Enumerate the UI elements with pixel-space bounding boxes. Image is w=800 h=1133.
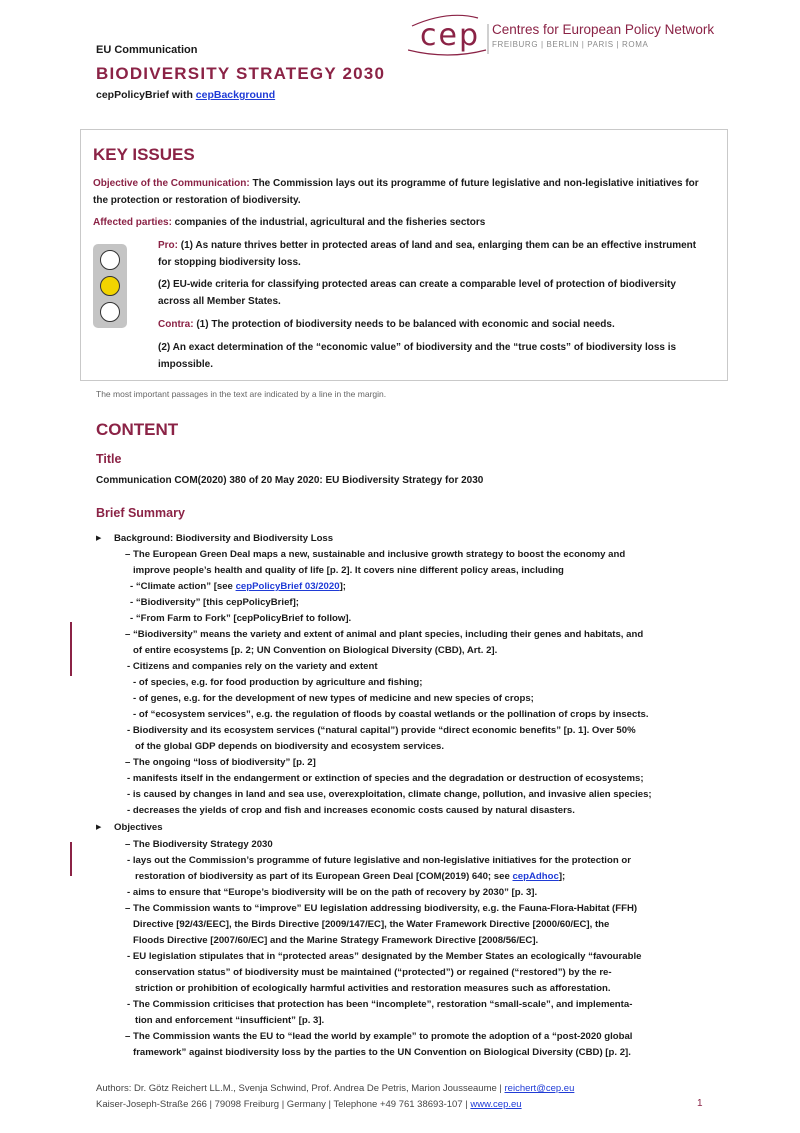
summary-line [127,997,632,1013]
summary-line [125,755,316,771]
summary-line-text: – “Biodiversity” means the variety and extent of animal and plant species, including their genes and habitats, and [125,629,644,640]
summary-line [125,627,643,643]
summary-line [135,981,611,997]
contra-paragraph-1 [158,316,706,333]
footer-address [96,1099,522,1110]
summary-line-text: - is caused by changes in land and sea use, overexploitation, climate change, pollution, and invasive alien species; [127,789,652,800]
reference-link[interactable]: cepAdhoc [512,871,559,882]
summary-line-text: framework” against biodiversity loss by the parties to the UN Convention on Biological Diversity (CBD) [p. 2]. [133,1047,631,1058]
summary-line-text: – The Commission wants the EU to “lead the world by example” to promote the adoption of a “post-2020 global [125,1031,633,1042]
summary-line [135,869,565,885]
summary-line [133,643,497,659]
summary-line-text: - lays out the Commission’s programme of future legislative and non-legislative initiatives for the protection or [127,855,631,866]
website-link[interactable]: www.cep.eu [470,1099,522,1110]
summary-line [130,579,346,595]
pro1-text: (1) As nature thrives better in protected areas of land and sea, enlarging them can be an effective instrument for stopping biodiversity loss. [158,240,697,268]
summary-line [127,885,537,901]
network-name: Centres for European Policy Network [492,22,715,37]
summary-line-text-after: ]; [558,871,566,882]
summary-line-text: tion and enforcement “insufficient” [p. 3]. [135,1015,325,1026]
summary-line [130,595,299,611]
importance-margin-bar [70,622,72,676]
traffic-lamp-top [100,250,120,270]
summary-line [133,1045,631,1061]
address-text: Kaiser-Joseph-Straße 266 | 79098 Freiburg | Germany | Telephone +49 761 38693-107 | [96,1099,471,1110]
summary-section-heading [114,820,163,836]
author-email-link[interactable]: reichert@cep.eu [504,1083,575,1094]
cep-logo-text: cep [420,18,480,53]
summary-line-text: - Biodiversity and its ecosystem services (“natural capital”) provide “direct economic benefits” [p. 1]. Over 50% [127,725,636,736]
summary-line [133,933,538,949]
objective-text: The Commission lays out its programme of future legislative and non-legislative initiatives for the protection or restoration of biodiversity. [93,178,699,206]
margin-note: The most important passages in the text are indicated by a line in the margin. [96,389,387,399]
summary-line [130,611,351,627]
summary-line-text: restoration of biodiversity as part of its European Green Deal [COM(2019) 640; see [135,871,513,882]
summary-line [127,803,575,819]
summary-line-text: – The ongoing “loss of biodiversity” [p. 2] [125,757,316,768]
summary-line-text: Background: Biodiversity and Biodiversity Loss [114,533,334,544]
summary-line-text: - decreases the yields of crop and fish and increases economic costs caused by natural disasters. [127,805,575,816]
objective-label: Objective of the Communication: [93,178,250,189]
document-title: BIODIVERSITY STRATEGY 2030 [96,64,386,83]
content-title: CONTENT [96,420,179,439]
summary-line [133,563,564,579]
summary-line [135,739,444,755]
summary-line-text: - The Commission criticises that protection has been “incomplete”, restoration “small-scale”, and implementa- [127,999,633,1010]
summary-line-text: – The European Green Deal maps a new, sustainable and inclusive growth strategy to boost the economy and [125,549,626,560]
summary-line-text: conservation status” of biodiversity must be maintained (“protected”) or regained (“restored”) by the re- [135,967,612,978]
summary-line-text-after: ]; [339,581,346,592]
page-number: 1 [697,1098,703,1109]
summary-line [133,675,422,691]
key-issues-title: KEY ISSUES [93,145,195,164]
summary-line-text: - of “ecosystem services”, e.g. the regulation of floods by coastal wetlands or the pollination of crops by insects. [133,709,649,720]
brief-type-line [96,89,275,101]
network-cities: FREIBURG | BERLIN | PARIS | ROMA [492,40,649,49]
summary-line-text: improve people’s health and quality of life [p. 2]. It covers nine different policy areas, including [133,565,564,576]
traffic-lamp-bottom [100,302,120,322]
summary-line [127,853,631,869]
brief-prefix: cepPolicyBrief with [96,89,196,101]
document-category: EU Communication [96,44,198,56]
summary-line [125,1029,632,1045]
brief-summary-heading: Brief Summary [96,506,185,520]
summary-line-text: – The Biodiversity Strategy 2030 [125,839,273,850]
section-bullet-icon: ▶ [96,824,102,831]
summary-line-text: of entire ecosystems [p. 2; UN Convention on Biological Diversity (CBD), Art. 2]. [133,645,498,656]
title-heading: Title [96,452,122,466]
traffic-light-icon [93,244,127,328]
contra-paragraph-2: (2) An exact determination of the “economic value” of biodiversity and the “true costs” of biodiversity loss is impossible. [158,342,677,370]
pro-paragraph-2: (2) EU-wide criteria for classifying protected areas can create a comparable level of protection of biodiversity across all Member States. [158,279,676,307]
summary-line [135,1013,324,1029]
affected-paragraph [93,214,707,231]
summary-line [127,659,378,675]
affected-text: companies of the industrial, agricultural and the fisheries sectors [171,217,486,228]
summary-line [127,949,641,965]
summary-line [127,771,644,787]
summary-line-text: - “Climate action” [see [130,581,236,592]
pro-paragraph-1 [158,237,706,271]
summary-line-text: striction or prohibition of ecologically harmful activities and restoration measures such as afforestation. [135,983,611,994]
summary-line-text: – The Commission wants to “improve” EU legislation addressing biodiversity, e.g. the Fauna-Flora-Habitat (FFH) [125,903,638,914]
pro-label: Pro: [158,240,178,251]
summary-line [127,787,652,803]
summary-line [125,837,273,853]
summary-line [133,917,609,933]
summary-line-text: of the global GDP depends on biodiversity and ecosystem services. [135,741,445,752]
summary-line [125,547,625,563]
summary-line-text: - of genes, e.g. for the development of new types of medicine and new species of crops; [133,693,534,704]
summary-line [127,723,636,739]
summary-line [125,901,637,917]
contra1-text: (1) The protection of biodiversity needs to be balanced with economic and social needs. [193,319,615,330]
importance-margin-bar [70,842,72,876]
summary-line-text: - of species, e.g. for food production by agriculture and fishing; [133,677,423,688]
authors-text: Authors: Dr. Götz Reichert LL.M., Svenja Schwind, Prof. Andrea De Petris, Marion Jousseaume | [96,1083,505,1094]
summary-line-text: - aims to ensure that “Europe’s biodiversity will be on the path of recovery by 2030” [p. 3]. [127,887,538,898]
summary-line-text: - manifests itself in the endangerment or extinction of species and the degradation or destruction of ecosystems; [127,773,644,784]
summary-line-text: Objectives [114,822,163,833]
contra-label: Contra: [158,319,194,330]
summary-line [135,965,612,981]
objective-paragraph [93,175,707,209]
affected-label: Affected parties: [93,217,172,228]
summary-line-text: - “From Farm to Fork” [cepPolicyBrief to follow]. [130,613,352,624]
reference-link[interactable]: cepPolicyBrief 03/2020 [235,581,340,592]
summary-line-text: Floods Directive [2007/60/EC] and the Marine Strategy Framework Directive [2008/56/EC]. [133,935,539,946]
communication-title: Communication COM(2020) 380 of 20 May 2020: EU Biodiversity Strategy for 2030 [96,475,484,486]
section-bullet-icon: ▶ [96,535,102,542]
cep-background-link[interactable]: cepBackground [195,89,276,101]
summary-line-text: Directive [92/43/EEC], the Birds Directive [2009/147/EC], the Water Framework Directive [2000/60/EC], the [133,919,610,930]
summary-section-heading [114,531,333,547]
footer-authors [96,1083,574,1094]
summary-line-text: - EU legislation stipulates that in “protected areas” designated by the Member States an ecologically “favourable [127,951,642,962]
traffic-lamp-yellow [100,276,120,296]
summary-line [133,707,649,723]
summary-line-text: - Citizens and companies rely on the variety and extent [127,661,378,672]
summary-line [133,691,534,707]
summary-line-text: - “Biodiversity” [this cepPolicyBrief]; [130,597,299,608]
